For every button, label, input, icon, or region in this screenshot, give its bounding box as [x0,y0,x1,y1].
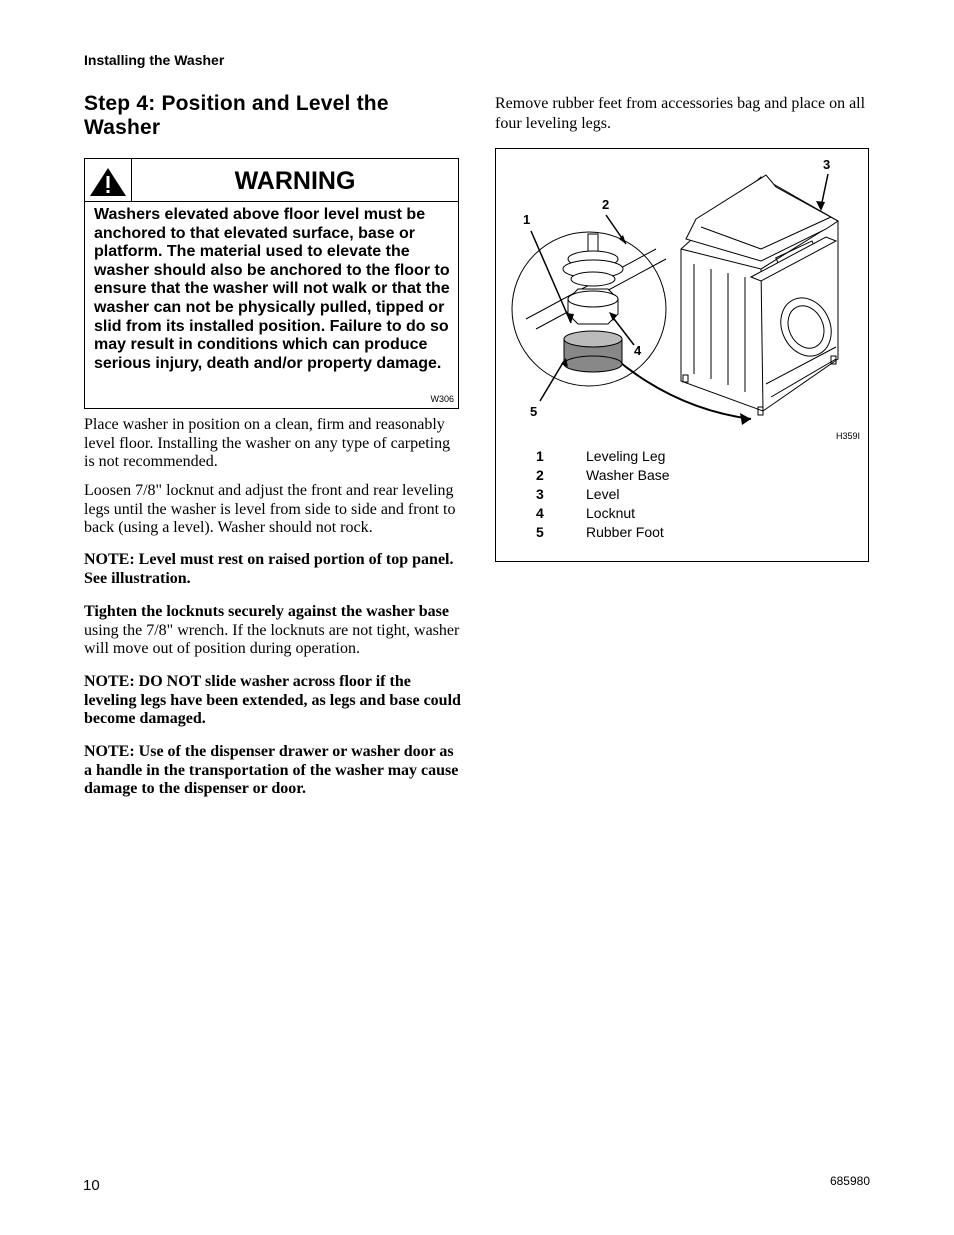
callout-2: 2 [602,197,610,212]
legend-number: 2 [536,467,544,483]
warning-text: Washers elevated above floor level must be anchored to that elevated surface, base or platform. The material used to elevate the washer should also be anchored to the floor to ensure that the washer will not walk or that the washer can not be physically pulled, tipped or slid from its installed position. Failure to do so may result in conditions which can produce serious injury, death and/or property damage. [94,206,450,372]
tighten-locknuts-rest: using the 7/8" wrench. If the locknuts are not tight, washer will move out of position during operation. [84,621,460,658]
warning-triangle-icon [89,167,127,197]
tighten-locknuts-bold: Tighten the locknuts securely against the washer base [84,603,449,620]
legend-number: 3 [536,486,544,502]
paragraph-position-washer: Place washer in position on a clean, firm and reasonably level floor. Installing the washer on any type of carpeting is not recommended. [84,416,451,471]
legend-label: Rubber Foot [586,524,664,540]
legend-number: 1 [536,448,544,464]
legend-item [526,466,826,485]
legend-label: Level [586,486,620,502]
legend-item [526,504,826,523]
page-number: 10 [83,1177,100,1194]
note-dispenser-handle: NOTE: Use of the dispenser drawer or washer door as a handle in the transportation of the washer may cause damage to the dispenser or door. [84,743,459,798]
warning-icon-cell [85,159,132,201]
callout-4: 4 [634,343,642,358]
legend-label: Leveling Leg [586,448,666,464]
running-head: Installing the Washer [84,52,225,68]
note-level-rest: NOTE: Level must rest on raised portion of top panel. See illustration. [84,551,454,587]
figure-box [495,148,869,562]
legend-item [526,447,826,466]
figure-legend [526,447,826,542]
washer-drawing [681,175,840,415]
legend-label: Washer Base [586,467,670,483]
figure-intro: Remove rubber feet from accessories bag and place on all four leveling legs. [495,95,866,132]
document-number: 685980 [829,1174,870,1188]
callout-3: 3 [823,157,831,172]
warning-title: WARNING [234,167,356,195]
legend-label: Locknut [586,505,636,521]
page-title: Step 4: Position and Level the Washer [84,92,389,139]
callout-1: 1 [523,212,531,227]
note-do-not-slide: NOTE: DO NOT slide washer across floor if the leveling legs have been extended, as legs and base could become damaged. [84,673,461,728]
figure-code: H359I [836,431,861,441]
legend-item [526,523,826,542]
paragraph-tighten-locknuts [84,603,464,659]
warning-code: W306 [430,394,454,404]
legend-number: 5 [536,524,544,540]
callout-5: 5 [530,404,538,419]
legend-item [526,485,826,504]
warning-header [85,159,458,202]
legend-number: 4 [536,505,544,521]
paragraph-loosen-locknut: Loosen 7/8" locknut and adjust the front and rear leveling legs until the washer is level from side to side and front to back (using a level). Washer should not rock. [84,482,456,537]
warning-box [84,158,459,409]
